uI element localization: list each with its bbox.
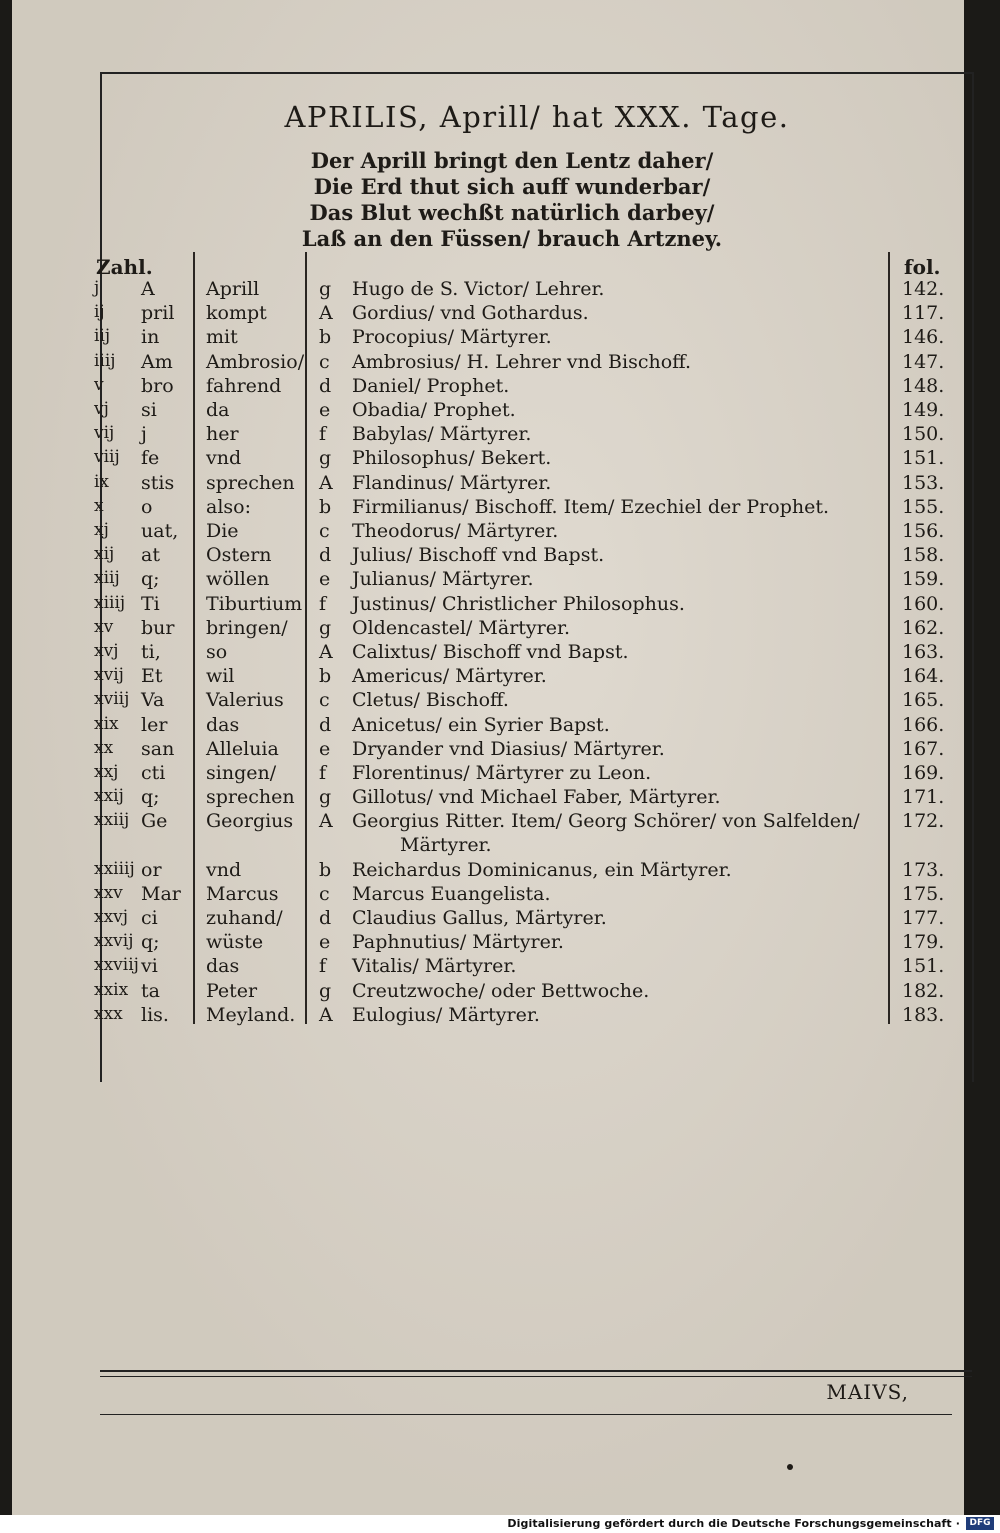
cisiojanus-syllable: q;	[141, 568, 160, 591]
verse-word: mit	[206, 326, 238, 349]
table-row	[12, 810, 964, 834]
catchword-rule	[100, 1414, 952, 1415]
cisiojanus-syllable: fe	[141, 447, 160, 470]
verse-word: singen/	[206, 762, 277, 784]
day-number: xxiiij	[94, 858, 135, 879]
cisiojanus-syllable: Mar	[141, 882, 181, 905]
saint-name: Calixtus/ Bischoff vnd Bapst.	[352, 641, 629, 663]
table-row	[12, 278, 964, 302]
saint-name: Gordius/ vnd Gothardus.	[352, 302, 589, 325]
verse-word: Ambrosio/	[206, 350, 305, 373]
saint-name: Theodorus/ Märtyrer.	[352, 520, 559, 542]
table-row	[12, 714, 964, 738]
cisiojanus-syllable: q;	[141, 931, 160, 954]
table-row	[12, 786, 964, 810]
saint-name: Julius/ Bischoff vnd Bapst.	[352, 544, 605, 567]
cisiojanus-syllable: Ti	[141, 592, 160, 615]
cisiojanus-syllable: ci	[141, 907, 158, 929]
cisiojanus-syllable: ta	[141, 979, 160, 1002]
cisiojanus-syllable: uat,	[141, 520, 179, 542]
table-row	[12, 1004, 964, 1028]
cisiojanus-syllable: o	[141, 495, 153, 518]
verse-word: so	[206, 641, 228, 663]
frame-right-rule	[972, 72, 974, 1082]
day-number: viij	[94, 447, 120, 468]
day-number: xxj	[94, 762, 119, 782]
saint-name: Paphnutius/ Märtyrer.	[352, 931, 564, 954]
folio-number: 158.	[902, 544, 945, 567]
saint-name: Claudius Gallus, Märtyrer.	[352, 907, 607, 929]
saint-name: Procopius/ Märtyrer.	[352, 326, 552, 349]
table-row	[12, 544, 964, 568]
table-row	[12, 738, 964, 762]
dominical-letter: e	[319, 737, 331, 760]
saint-name: Babylas/ Märtyrer.	[352, 423, 532, 446]
folio-number: 162.	[902, 616, 945, 639]
cisiojanus-syllable: lis.	[141, 1003, 169, 1026]
verse-word: fahrend	[206, 374, 282, 397]
table-row	[12, 423, 964, 447]
verse-word: das	[206, 955, 240, 978]
verse-line-1: Der Aprill bringt den Lentz daher/	[310, 148, 714, 173]
day-number: vij	[94, 423, 115, 444]
verse-word: vnd	[206, 447, 242, 470]
dominical-letter: d	[319, 713, 332, 736]
column-header-fol: fol.	[904, 255, 941, 279]
saint-name: Dryander vnd Diasius/ Märtyrer.	[352, 737, 665, 760]
table-row	[12, 568, 964, 592]
dominical-letter: e	[319, 568, 331, 591]
table-row	[12, 351, 964, 375]
folio-number: 148.	[902, 374, 945, 397]
cisiojanus-syllable: vi	[141, 955, 158, 978]
dominical-letter: d	[319, 907, 332, 929]
saint-name: Georgius Ritter. Item/ Georg Schörer/ von Salfelden/	[352, 810, 860, 833]
day-number: xxviij	[94, 955, 139, 976]
folio-number: 160.	[902, 592, 945, 615]
verse-word: Marcus	[206, 882, 279, 905]
day-number: ij	[94, 302, 105, 323]
day-number: xj	[94, 520, 109, 540]
dominical-letter: f	[319, 955, 327, 978]
day-number: xxij	[94, 786, 124, 807]
column-header-zahl: Zahl.	[96, 255, 153, 279]
cisiojanus-syllable: san	[141, 737, 175, 760]
folio-number: 159.	[902, 568, 945, 591]
cisiojanus-syllable: Va	[141, 689, 165, 712]
verse-word: bringen/	[206, 616, 288, 639]
table-row	[12, 955, 964, 979]
table-row	[12, 665, 964, 689]
verse-word: sprechen	[206, 786, 295, 809]
folio-number: 153.	[902, 471, 945, 494]
folio-number: 179.	[902, 931, 945, 954]
table-row	[12, 520, 964, 544]
day-number: x	[94, 495, 104, 516]
cisiojanus-syllable: in	[141, 326, 160, 349]
catchword: MAIVS,	[826, 1380, 909, 1404]
day-number: v	[94, 374, 104, 395]
dominical-letter: A	[319, 810, 333, 833]
verse-word: Aprill	[206, 278, 260, 300]
day-number: xv	[94, 616, 114, 637]
cisiojanus-syllable: Am	[141, 350, 173, 373]
dominical-letter: e	[319, 931, 331, 954]
saint-name: Justinus/ Christlicher Philosophus.	[352, 592, 685, 615]
day-number: ix	[94, 471, 110, 492]
day-number: xxvj	[94, 907, 129, 927]
day-number: xxix	[94, 979, 129, 1000]
dominical-letter: A	[319, 1003, 333, 1026]
day-number: xx	[94, 737, 114, 758]
table-row	[12, 593, 964, 617]
dominical-letter: g	[319, 278, 332, 300]
cisiojanus-syllable: bur	[141, 616, 175, 639]
verse-word: zuhand/	[206, 907, 283, 929]
cisiojanus-syllable: bro	[141, 374, 174, 397]
day-number: vj	[94, 399, 109, 419]
saint-name: Daniel/ Prophet.	[352, 374, 510, 397]
table-row	[12, 617, 964, 641]
dominical-letter: c	[319, 350, 330, 373]
row-continuation: Märtyrer.	[400, 834, 492, 856]
dominical-letter: f	[319, 423, 327, 446]
folio-number: 177.	[902, 907, 945, 929]
cisiojanus-syllable: ler	[141, 713, 168, 736]
saint-name: Julianus/ Märtyrer.	[352, 568, 534, 591]
dominical-letter: f	[319, 762, 327, 784]
saint-name: Anicetus/ ein Syrier Bapst.	[352, 713, 610, 736]
table-row	[12, 375, 964, 399]
saint-name: Philosophus/ Bekert.	[352, 447, 552, 470]
verse-line-4: Laß an den Füssen/ brauch Artzney.	[301, 226, 723, 251]
cisiojanus-syllable: q;	[141, 786, 160, 809]
saint-name: Ambrosius/ H. Lehrer vnd Bischoff.	[352, 350, 692, 373]
folio-number: 117.	[902, 302, 945, 325]
verse-word: kompt	[206, 302, 267, 325]
saint-name: Americus/ Märtyrer.	[352, 665, 547, 688]
table-row	[12, 883, 964, 907]
cisiojanus-syllable: ti,	[141, 641, 161, 663]
table-row	[12, 447, 964, 471]
folio-number: 172.	[902, 810, 945, 833]
saint-name: Gillotus/ vnd Michael Faber, Märtyrer.	[352, 786, 721, 809]
day-number: xiij	[94, 568, 120, 589]
table-row	[12, 472, 964, 496]
folio-number: 182.	[902, 979, 945, 1002]
day-number: xxiij	[94, 810, 130, 831]
table-row	[12, 689, 964, 713]
verse-word: Meyland.	[206, 1003, 296, 1026]
cisiojanus-syllable: j	[141, 423, 147, 446]
folio-number: 151.	[902, 955, 945, 978]
verse-word: Valerius	[206, 689, 284, 712]
table-row	[12, 496, 964, 520]
table-row	[12, 302, 964, 326]
saint-name: Florentinus/ Märtyrer zu Leon.	[352, 762, 652, 784]
saint-name: Oldencastel/ Märtyrer.	[352, 616, 571, 639]
day-number: xvj	[94, 641, 119, 661]
folio-number: 142.	[902, 278, 945, 300]
verse-word: sprechen	[206, 471, 295, 494]
folio-number: 150.	[902, 423, 945, 446]
saint-name: Marcus Euangelista.	[352, 882, 551, 905]
footer-credit: Digitalisierung gefördert durch die Deutsche Forschungsgemeinschaft ·	[507, 1517, 960, 1530]
table-row	[12, 399, 964, 423]
dominical-letter: g	[319, 979, 332, 1002]
folio-number: 183.	[902, 1003, 945, 1026]
verse-line-3: Das Blut wechßt natürlich darbey/	[309, 200, 715, 225]
table-row	[12, 931, 964, 955]
cisiojanus-syllable: at	[141, 544, 160, 567]
cisiojanus-syllable: Et	[141, 665, 163, 688]
dominical-letter: A	[319, 471, 333, 494]
verse-word: wüste	[206, 931, 264, 954]
cisiojanus-syllable: Ge	[141, 810, 168, 833]
dominical-letter: b	[319, 665, 332, 688]
verse-line-2: Die Erd thut sich auff wunderbar/	[313, 174, 711, 199]
saint-name: Obadia/ Prophet.	[352, 399, 516, 421]
day-number: xxx	[94, 1003, 123, 1024]
saint-name: Creutzwoche/ oder Bettwoche.	[352, 979, 650, 1002]
verse-word: Die	[206, 520, 239, 542]
day-number: xij	[94, 544, 115, 565]
dominical-letter: A	[319, 302, 333, 325]
folio-number: 165.	[902, 689, 945, 712]
cisiojanus-syllable: or	[141, 858, 162, 881]
table-row	[12, 762, 964, 786]
day-number: xxv	[94, 882, 123, 903]
dominical-letter: g	[319, 786, 332, 809]
day-number: iiij	[94, 350, 116, 371]
verse-word: also:	[206, 495, 251, 518]
dominical-letter: d	[319, 374, 332, 397]
verse-word: Peter	[206, 979, 258, 1002]
saint-name: Reichardus Dominicanus, ein Märtyrer.	[352, 858, 732, 881]
cisiojanus-syllable: si	[141, 399, 157, 421]
cisiojanus-syllable: cti	[141, 762, 166, 784]
saint-name: Firmilianus/ Bischoff. Item/ Ezechiel der Prophet.	[352, 495, 830, 518]
folio-number: 169.	[902, 762, 945, 784]
dominical-letter: d	[319, 544, 332, 567]
folio-number: 171.	[902, 786, 945, 809]
saint-name: Hugo de S. Victor/ Lehrer.	[352, 278, 605, 300]
folio-number: 173.	[902, 858, 945, 881]
dominical-letter: A	[319, 641, 333, 663]
verse-word: wil	[206, 665, 235, 688]
verse-word: Alleluia	[206, 737, 279, 760]
dominical-letter: b	[319, 858, 332, 881]
frame-top-rule	[100, 72, 972, 74]
table-row	[12, 859, 964, 883]
ink-spot	[787, 1464, 793, 1470]
page-title: APRILIS, Aprill/ hat XXX. Tage.	[284, 100, 790, 134]
dominical-letter: c	[319, 689, 330, 712]
table-row	[12, 907, 964, 931]
saint-name: Flandinus/ Märtyrer.	[352, 471, 552, 494]
table-row	[12, 641, 964, 665]
folio-number: 149.	[902, 399, 945, 421]
dominical-letter: b	[319, 326, 332, 349]
folio-number: 155.	[902, 495, 945, 518]
dominical-letter: c	[319, 520, 330, 542]
day-number: xxvij	[94, 931, 134, 952]
day-number: iij	[94, 326, 111, 347]
table-row	[12, 980, 964, 1004]
folio-number: 166.	[902, 713, 945, 736]
dominical-letter: e	[319, 399, 331, 421]
day-number: j	[94, 278, 100, 298]
folio-number: 163.	[902, 641, 945, 663]
bottom-rule-thin	[100, 1376, 972, 1377]
dominical-letter: f	[319, 592, 327, 615]
verse-word: das	[206, 713, 240, 736]
day-number: xvij	[94, 665, 124, 686]
cisiojanus-syllable: A	[141, 278, 155, 300]
verse-word: Georgius	[206, 810, 294, 833]
cisiojanus-syllable: stis	[141, 471, 175, 494]
table-row	[12, 326, 964, 350]
day-number: xviij	[94, 689, 130, 710]
folio-number: 146.	[902, 326, 945, 349]
folio-number: 164.	[902, 665, 945, 688]
verse-word: wöllen	[206, 568, 270, 591]
dfg-logo: DFG	[966, 1517, 994, 1530]
folio-number: 151.	[902, 447, 945, 470]
dominical-letter: b	[319, 495, 332, 518]
day-number: xiiij	[94, 592, 126, 613]
bottom-rule	[100, 1370, 972, 1372]
book-page	[12, 0, 964, 1515]
day-number: xix	[94, 713, 119, 734]
dominical-letter: c	[319, 882, 330, 905]
dominical-letter: g	[319, 447, 332, 470]
folio-number: 156.	[902, 520, 945, 542]
verse-word: Tiburtium	[206, 592, 303, 615]
folio-number: 167.	[902, 737, 945, 760]
saint-name: Cletus/ Bischoff.	[352, 689, 509, 712]
dominical-letter: g	[319, 616, 332, 639]
saint-name: Eulogius/ Märtyrer.	[352, 1003, 540, 1026]
verse-word: da	[206, 399, 230, 421]
verse-word: Ostern	[206, 544, 272, 567]
folio-number: 147.	[902, 350, 945, 373]
verse-word: vnd	[206, 858, 242, 881]
verse-word: her	[206, 423, 239, 446]
saint-name: Vitalis/ Märtyrer.	[352, 955, 517, 978]
folio-number: 175.	[902, 882, 945, 905]
cisiojanus-syllable: pril	[141, 302, 175, 325]
